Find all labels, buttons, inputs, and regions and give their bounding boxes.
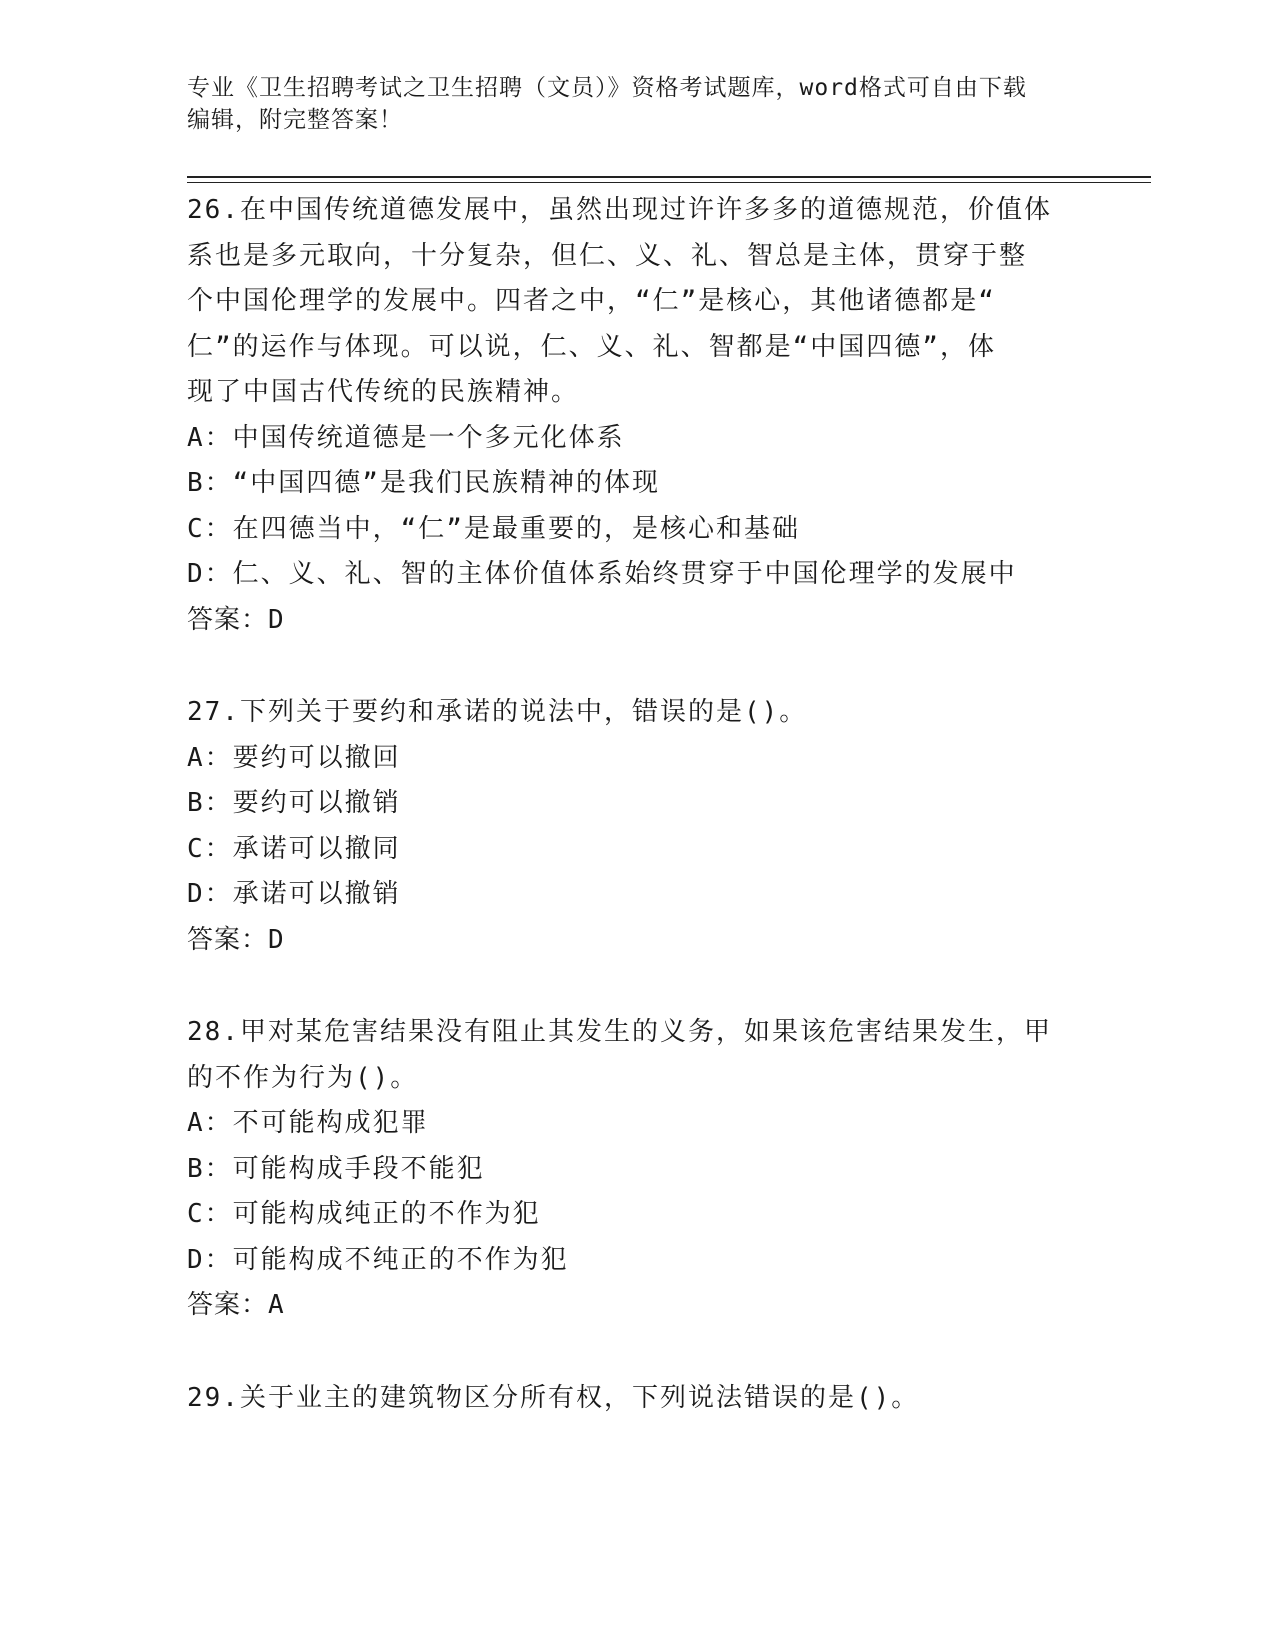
document-header bbox=[187, 72, 1067, 136]
question-26 bbox=[187, 188, 1087, 643]
question-28 bbox=[187, 1010, 1087, 1329]
option-a: A：中国传统道德是一个多元化体系 bbox=[187, 422, 625, 453]
question-list bbox=[187, 188, 1087, 1468]
answer: 答案：D bbox=[187, 924, 285, 955]
option-a: A：不可能构成犯罪 bbox=[187, 1108, 429, 1138]
question-text-line: 27.下列关于要约和承诺的说法中，错误的是()。 bbox=[187, 697, 808, 727]
option-c: C：可能构成纯正的不作为犯 bbox=[187, 1199, 541, 1229]
option-d: D：承诺可以撤销 bbox=[187, 879, 401, 909]
question-text-line: 28.甲对某危害结果没有阻止其发生的义务，如果该危害结果发生，甲 bbox=[187, 1017, 1052, 1047]
answer: 答案：A bbox=[187, 1290, 285, 1320]
question-text-line: 26.在中国传统道德发展中，虽然出现过许许多多的道德规范，价值体 bbox=[187, 195, 1052, 225]
header-line-1: 专业《卫生招聘考试之卫生招聘（文员）》资格考试题库，word格式可自由下载 bbox=[187, 75, 1027, 101]
question-text-line: 现了中国古代传统的民族精神。 bbox=[187, 377, 580, 407]
header-divider-thick bbox=[187, 176, 1151, 178]
answer: 答案：D bbox=[187, 604, 285, 635]
option-a: A：要约可以撤回 bbox=[187, 742, 401, 773]
header-divider-thin bbox=[187, 182, 1151, 183]
question-27 bbox=[187, 690, 1087, 963]
option-c: C：承诺可以撤同 bbox=[187, 833, 401, 864]
option-b: B：要约可以撤销 bbox=[187, 788, 401, 818]
option-d: D：仁、义、礼、智的主体价值体系始终贯穿于中国伦理学的发展中 bbox=[187, 559, 1017, 589]
option-c: C：在四德当中，“仁”是最重要的，是核心和基础 bbox=[187, 513, 800, 544]
header-line-2: 编辑，附完整答案！ bbox=[187, 107, 403, 133]
question-text-line: 的不作为行为()。 bbox=[187, 1062, 419, 1093]
option-b: B：可能构成手段不能犯 bbox=[187, 1153, 485, 1184]
question-text-line: 系也是多元取向，十分复杂，但仁、义、礼、智总是主体，贯穿于整 bbox=[187, 240, 1028, 271]
question-text-line: 29.关于业主的建筑物区分所有权，下列说法错误的是()。 bbox=[187, 1382, 920, 1413]
question-text-line: 个中国伦理学的发展中。四者之中，“仁”是核心，其他诸德都是“ bbox=[187, 286, 996, 316]
option-d: D：可能构成不纯正的不作为犯 bbox=[187, 1244, 569, 1275]
question-text-line: 仁”的运作与体现。可以说，仁、义、礼、智都是“中国四德”，体 bbox=[187, 331, 996, 362]
option-b: B：“中国四德”是我们民族精神的体现 bbox=[187, 468, 660, 498]
question-29 bbox=[187, 1376, 1087, 1422]
